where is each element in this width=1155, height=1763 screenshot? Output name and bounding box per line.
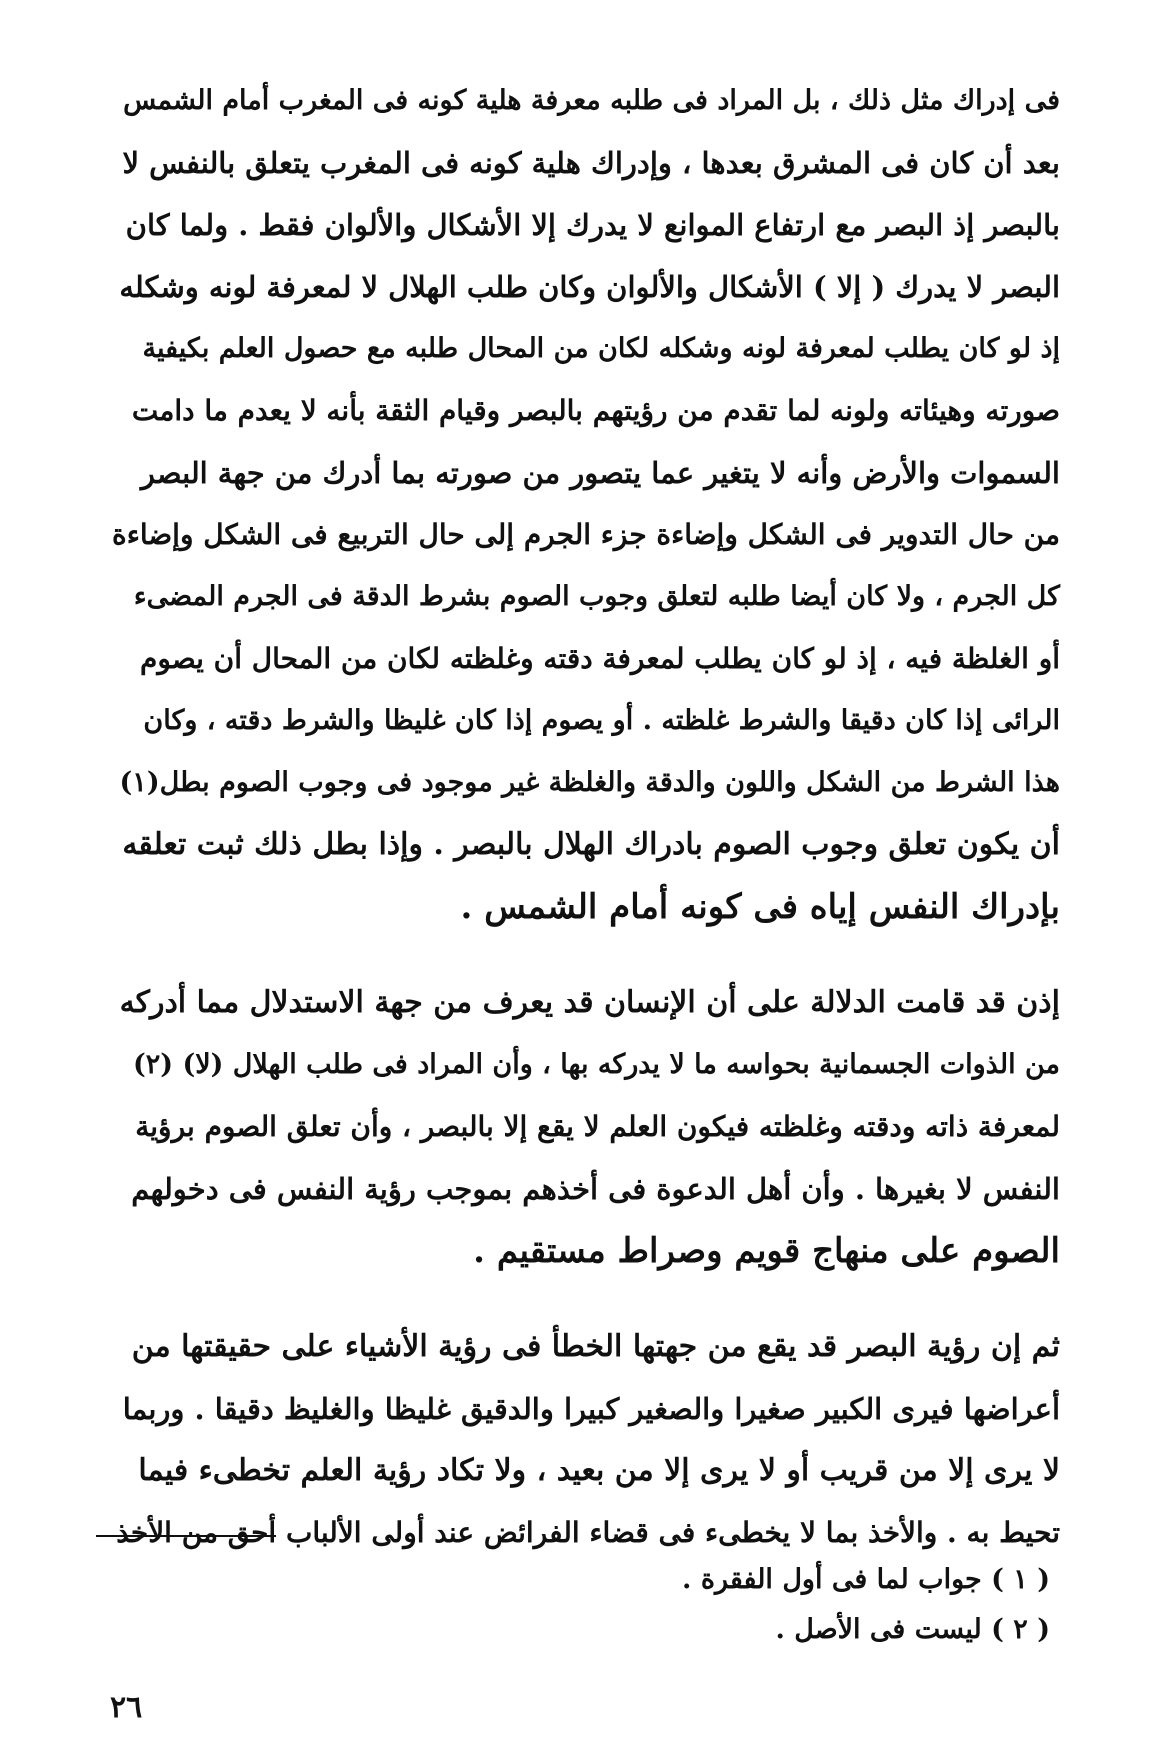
page-number: ٢٦	[110, 1690, 143, 1725]
text-line: بالبصر إذ البصر مع ارتفاع الموانع لا يدرك إلا الأشكال والألوان فقط . ولما كان	[125, 208, 1060, 242]
text-line: لمعرفة ذاته ودقته وغلظته فيكون العلم لا يقع إلا بالبصر ، وأن تعلق الصوم برؤية	[135, 1110, 1060, 1143]
text-line: فى إدراك مثل ذلك ، بل المراد فى طلبه معرفة هلية كونه فى المغرب أمام الشمس	[123, 85, 1060, 116]
text-line: أن يكون تعلق وجوب الصوم بادراك الهلال بالبصر . وإذا بطل ذلك ثبت تعلقه	[122, 827, 1060, 862]
footnote-2: ( ٢ ) ليست فى الأصل .	[775, 1614, 1050, 1645]
text-line: البصر لا يدرك ( إلا ) الأشكال والألوان وكان طلب الهلال لا لمعرفة لونه وشكله	[119, 270, 1060, 304]
text-line: إذن قد قامت الدلالة على أن الإنسان قد يعرف من جهة الاستدلال مما أدركه	[119, 985, 1060, 1020]
text-line: إذ لو كان يطلب لمعرفة لونه وشكله لكان من المحال طلبه مع حصول العلم بكيفية	[142, 333, 1060, 364]
text-line: صورته وهيئاته ولونه لما تقدم من رؤيتهم بالبصر وقيام الثقة بأنه لا يعدم ما دامت	[131, 394, 1060, 427]
text-line: السموات والأرض وأنه لا يتغير عما يتصور من صورته بما أدرك من جهة البصر	[140, 456, 1060, 490]
text-line: الرائى إذا كان دقيقا والشرط غلظته . أو يصوم إذا كان غليظا والشرط دقته ، وكان	[143, 705, 1060, 736]
text-line: أعراضها فيرى الكبير صغيرا والصغير كبيرا والدقيق غليظا والغليظ دقيقا . وربما	[122, 1392, 1060, 1426]
text-line: من حال التدوير فى الشكل وإضاءة جزء الجرم إلى حال التربيع فى الشكل وإضاءة	[112, 518, 1060, 551]
paragraph-2	[110, 972, 1060, 1282]
paragraph-3	[110, 1316, 1060, 1564]
text-line: هذا الشرط من الشكل واللون والدقة والغلظة غير موجود فى وجوب الصوم بطل(١)	[119, 767, 1060, 798]
footnotes	[100, 1555, 1050, 1655]
text-line: لا يرى إلا من قريب أو لا يرى إلا من بعيد ، ولا تكاد رؤية العلم تخطىء فيما	[138, 1453, 1060, 1488]
text-line: ثم إن رؤية البصر قد يقع من جهتها الخطأ فى رؤية الأشياء على حقيقتها من	[131, 1329, 1060, 1364]
text-line: تحيط به . والأخذ بما لا يخطىء فى قضاء الفرائض عند أولى الألباب أحق من الأخذ	[116, 1516, 1060, 1549]
text-line: بعد أن كان فى المشرق بعدها ، وإدراك هلية كونه فى المغرب يتعلق بالنفس لا	[122, 146, 1060, 180]
text-line: بإدراك النفس إياه فى كونه أمام الشمس .	[460, 887, 1060, 927]
text-line: من الذوات الجسمانية بحواسه ما لا يدركه بها ، وأن المراد فى طلب الهلال (لا) (٢)	[132, 1049, 1060, 1080]
text-line: أو الغلظة فيه ، إذ لو كان يطلب لمعرفة دقته وغلظته لكان من المحال أن يصوم	[140, 642, 1060, 675]
paragraph-1	[110, 70, 1060, 938]
text-line: كل الجرم ، ولا كان أيضا طلبه لتعلق وجوب الصوم بشرط الدقة فى الجرم المضىء	[133, 581, 1060, 612]
footnote-1: ( ١ ) جواب لما فى أول الفقرة .	[682, 1564, 1050, 1595]
text-line: الصوم على منهاج قويم وصراط مستقيم .	[473, 1231, 1060, 1271]
text-line: النفس لا بغيرها . وأن أهل الدعوة فى أخذهم بموجب رؤية النفس فى دخولهم	[131, 1172, 1060, 1206]
footnote-divider	[96, 1535, 276, 1537]
